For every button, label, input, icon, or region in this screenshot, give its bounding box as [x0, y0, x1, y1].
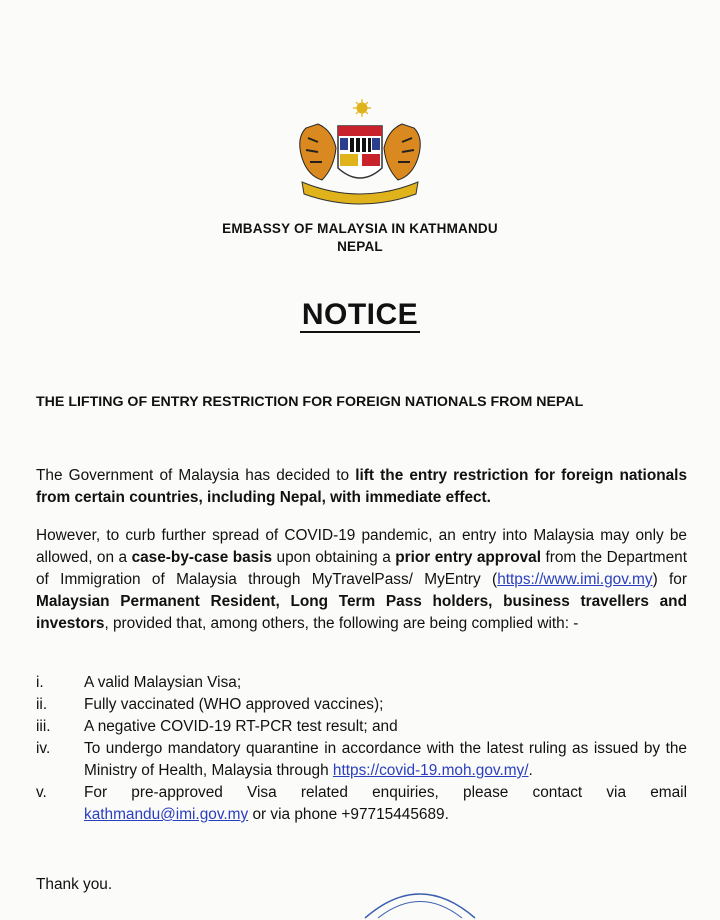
imi-website-link[interactable]: https://www.imi.gov.my — [497, 571, 653, 588]
page-title: NOTICE — [301, 298, 419, 331]
paragraph-1: The Government of Malaysia has decided to lift the entry restriction for foreign nationals from certain countries, including Nepal, with immediate effect. — [36, 467, 688, 506]
list-item: i. A valid Malaysian Visa; — [36, 674, 242, 691]
list-item: ii. Fully vaccinated (WHO approved vaccines); — [36, 696, 384, 713]
moh-website-link[interactable]: https://covid-19.moh.gov.my/ — [332, 762, 529, 779]
closing-text: Thank you. — [36, 876, 113, 893]
requirements-list — [36, 672, 687, 826]
embassy-name: EMBASSY OF MALAYSIA IN KATHMANDU — [222, 221, 498, 236]
list-item: iv. To undergo mandatory quarantine in accordance with the latest ruling as issued by the Ministry of Health, Malaysia through https://covid-19.moh.gov.my/. — [36, 740, 687, 779]
email-link[interactable]: kathmandu@imi.gov.my — [84, 806, 249, 823]
notice-subject: THE LIFTING OF ENTRY RESTRICTION FOR FOREIGN NATIONALS FROM NEPAL — [36, 394, 584, 410]
malaysia-coat-of-arms-icon — [288, 98, 432, 208]
list-item: v. For pre-approved Visa related enquiries, please contact via email kathmandu@imi.gov.my or via phone +97715445689. — [36, 784, 687, 823]
official-stamp-icon — [360, 880, 480, 920]
embassy-country: NEPAL — [337, 239, 383, 254]
paragraph-2: However, to curb further spread of COVID-19 pandemic, an entry into Malaysia may only be allowed, on a case-by-case basis upon obtaining a prior entry approval from the Department of Immigration of Malaysia through MyTravelPass/ MyEntry (https://www.imi.gov.my) for Malaysian Permanent Resident, Long Term Pass holders, business travellers and investors, provided that, among others, the following are being complied with: - — [36, 527, 687, 632]
list-item: iii. A negative COVID-19 RT-PCR test result; and — [36, 718, 398, 735]
